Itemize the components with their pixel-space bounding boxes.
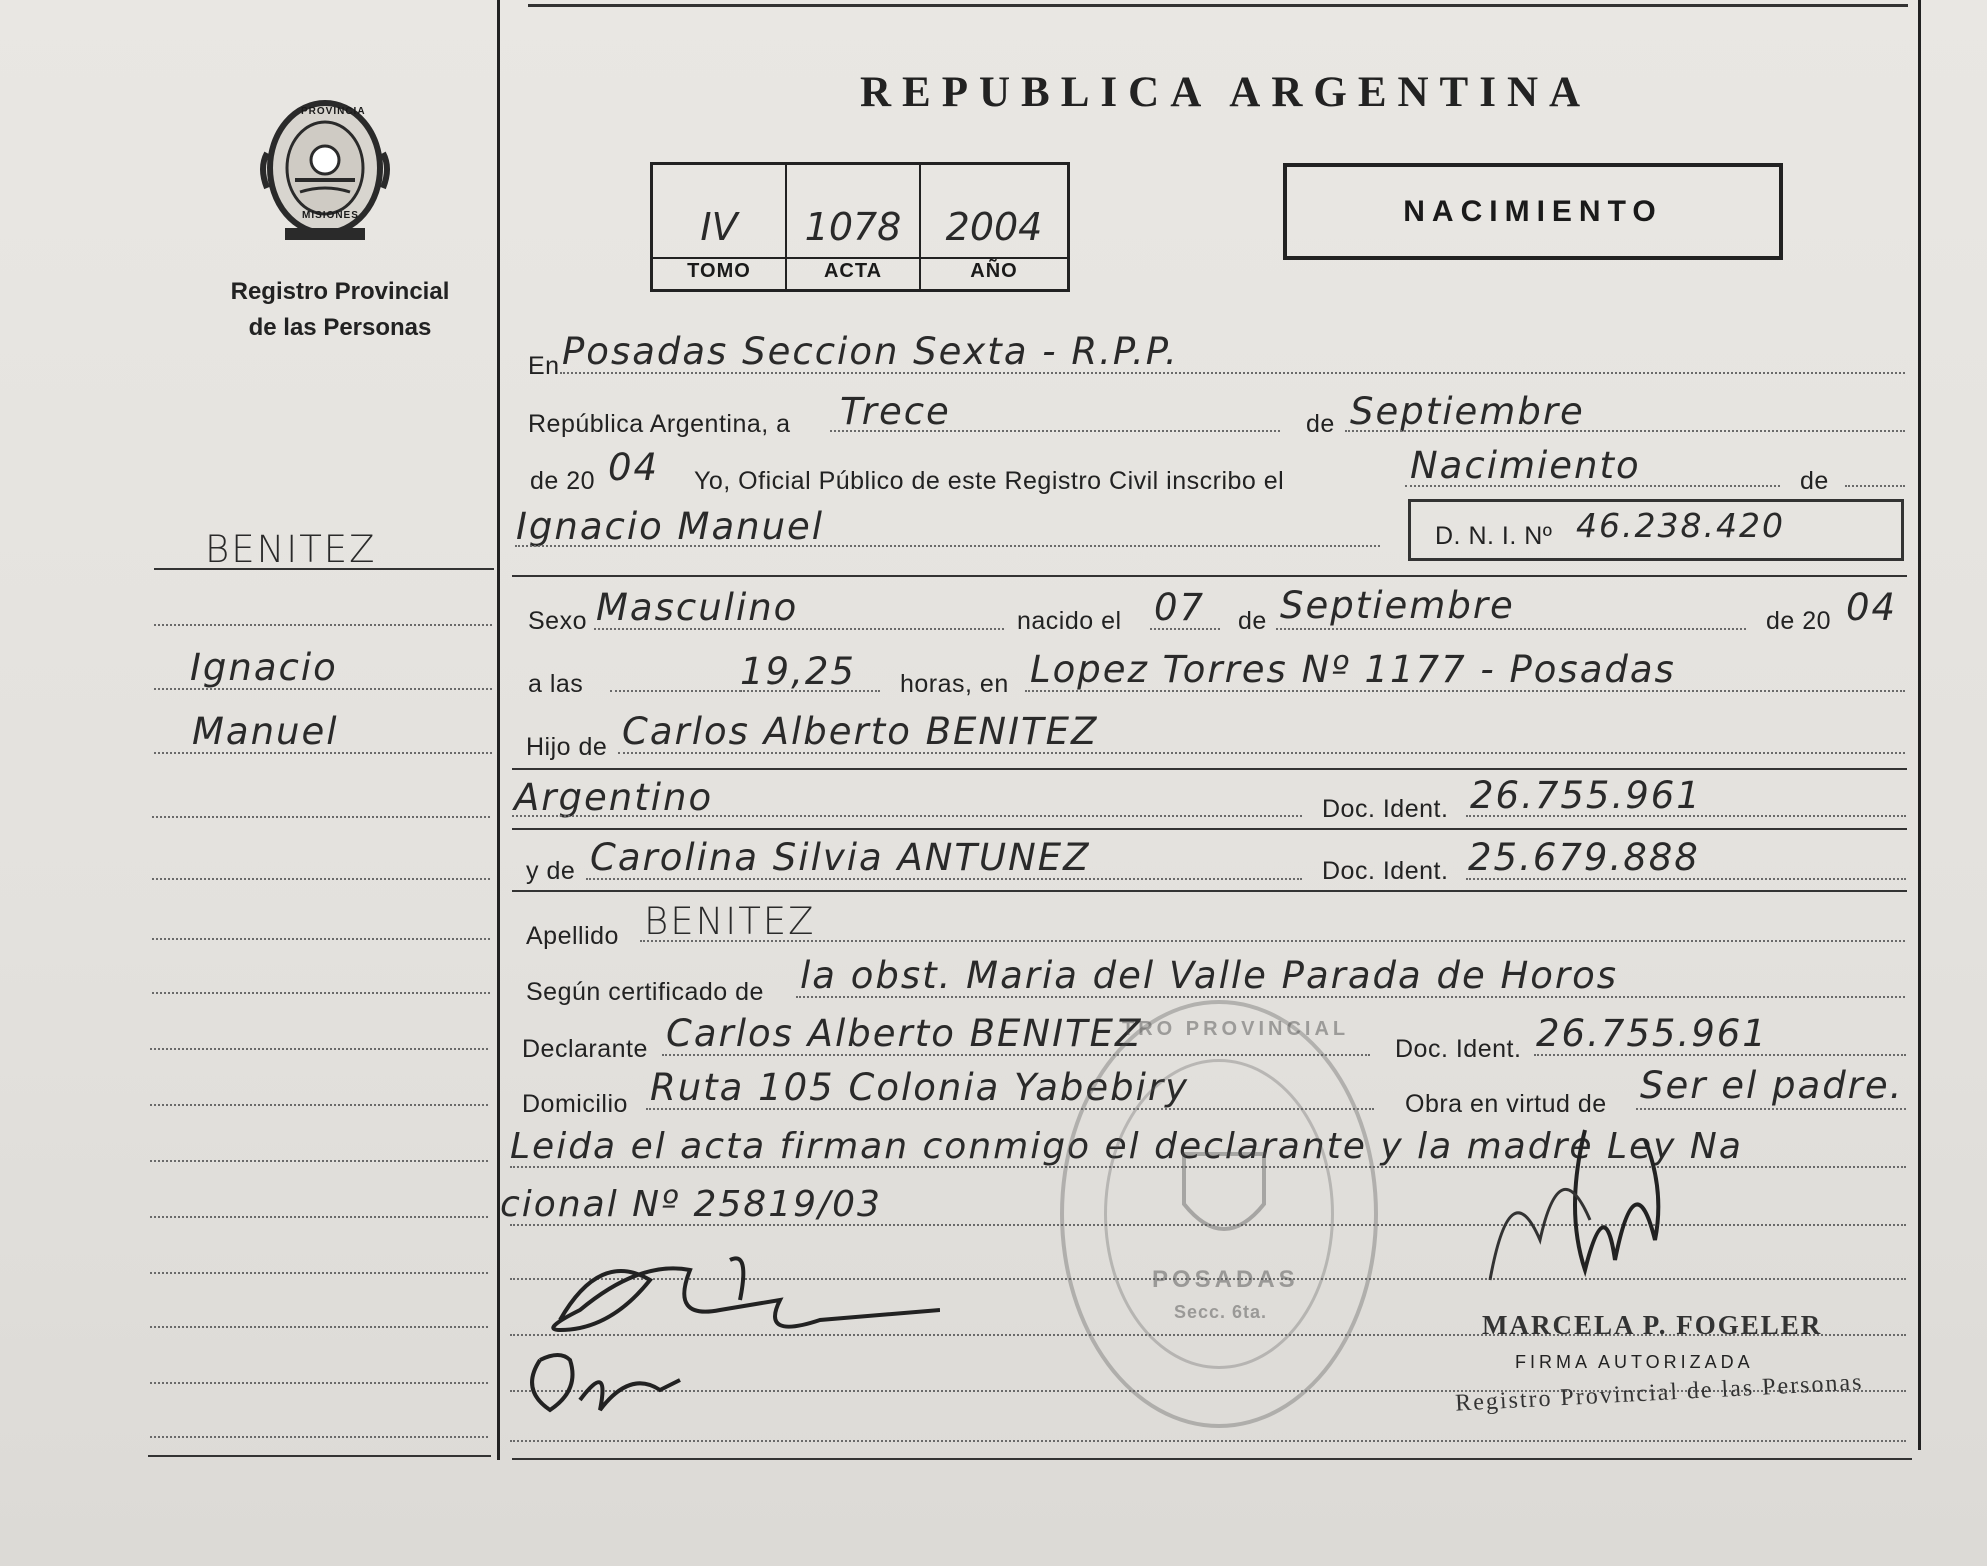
- en-label: En: [528, 352, 560, 380]
- note-line-2: cional Nº 25819/03: [500, 1184, 882, 1225]
- note-line-1: Leida el acta firman conmigo el declarante y la madre Ley Na: [510, 1126, 1743, 1167]
- margin-line-15: [150, 1382, 488, 1384]
- hijo-label: Hijo de: [526, 733, 608, 761]
- bottom-border-right: [512, 1458, 1912, 1460]
- day-line: [830, 430, 1280, 432]
- segun-line: [796, 996, 1905, 998]
- margin-line-1: [154, 568, 494, 570]
- sexo-line: [594, 628, 1004, 630]
- margin-given-1: Ignacio: [190, 646, 338, 689]
- declarant-signature-icon: [520, 1240, 940, 1440]
- margin-line-9: [150, 1048, 488, 1050]
- hour-line: [740, 690, 880, 692]
- margin-line-13: [150, 1272, 488, 1274]
- de-label: de: [1306, 410, 1335, 438]
- margin-given-2: Manuel: [192, 710, 339, 753]
- dni-box: [1408, 499, 1904, 561]
- event-value: Nacimiento: [1410, 444, 1641, 487]
- seal-top-text: PROVINCIA: [301, 106, 366, 117]
- officer-signature-icon: [1480, 1130, 1680, 1290]
- en-line: [560, 372, 1905, 374]
- officer-org: Registro Provincial de las Personas: [1454, 1369, 1864, 1417]
- birth-year: 04: [1846, 586, 1898, 629]
- sexo-value: Masculino: [596, 586, 799, 629]
- margin-line-16: [150, 1436, 488, 1438]
- birth-month: Septiembre: [1280, 584, 1515, 627]
- divider-4: [512, 890, 1907, 892]
- mother-line: [586, 878, 1302, 880]
- day-value: Trece: [840, 390, 951, 433]
- stamp-section: Secc. 6ta.: [1174, 1302, 1268, 1322]
- margin-line-6: [152, 878, 490, 880]
- horas-label: horas, en: [900, 670, 1009, 698]
- provincial-seal: [255, 88, 395, 248]
- birth-day-line: [1150, 628, 1220, 630]
- de20-label: de 20: [530, 467, 596, 495]
- place-value: Lopez Torres Nº 1177 - Posadas: [1030, 648, 1676, 691]
- dni-value: 46.238.420: [1576, 506, 1785, 545]
- margin-line-14: [150, 1326, 488, 1328]
- year-value: 04: [608, 446, 660, 489]
- tomo-cell: [653, 165, 787, 289]
- declarante-label: Declarante: [522, 1035, 648, 1063]
- stamp-shield-icon: [1174, 1144, 1274, 1254]
- doc-label-2: Doc. Ident.: [1322, 857, 1449, 885]
- apellido-line: [640, 940, 1905, 942]
- domicilio-label: Domicilio: [522, 1090, 628, 1118]
- mother-value: Carolina Silvia ANTUNEZ: [590, 836, 1091, 879]
- de-line-2: [1845, 485, 1905, 487]
- declarante-doc-line: [1534, 1054, 1906, 1056]
- name-line: [515, 545, 1380, 547]
- de-label-2: de: [1800, 467, 1829, 495]
- seal-bottom-text: MISIONES: [302, 210, 359, 221]
- segun-label: Según certificado de: [526, 978, 764, 1006]
- margin-line-11: [150, 1160, 488, 1162]
- father-line: [618, 752, 1905, 754]
- margin-line-10: [150, 1104, 488, 1106]
- box-divider: [653, 257, 1067, 259]
- stamp-city: POSADAS: [1152, 1266, 1299, 1293]
- document-title: REPUBLICA ARGENTINA: [860, 69, 1592, 116]
- name-value: Ignacio Manuel: [516, 505, 825, 548]
- registry-name: Registro Provincial: [230, 278, 450, 305]
- domicilio-value: Ruta 105 Colonia Yabebiry: [650, 1066, 1190, 1109]
- nacido-label: nacido el: [1017, 607, 1122, 635]
- right-border: [1918, 0, 1921, 1450]
- record-number-box: [650, 162, 1070, 292]
- top-border: [528, 4, 1908, 7]
- doc-label-3: Doc. Ident.: [1395, 1035, 1522, 1063]
- margin-surname: BENITEZ: [205, 528, 377, 571]
- registry-name-2: de las Personas: [248, 314, 432, 341]
- divider-3: [512, 828, 1907, 830]
- registry-label: [180, 274, 500, 346]
- month-line: [1345, 430, 1905, 432]
- tomo-value: IV: [700, 205, 738, 249]
- de20-label-2: de 20: [1766, 607, 1832, 635]
- declarante-value: Carlos Alberto BENITEZ: [666, 1012, 1143, 1055]
- sexo-label: Sexo: [528, 607, 587, 635]
- father-nationality: Argentino: [514, 776, 714, 819]
- margin-line-5: [152, 816, 490, 818]
- margin-line-8: [152, 992, 490, 994]
- republica-label: República Argentina, a: [528, 410, 791, 438]
- left-column-border: [497, 0, 500, 1460]
- officer-role: FIRMA AUTORIZADA: [1515, 1352, 1754, 1372]
- tomo-label: TOMO: [687, 260, 751, 282]
- blank-line-4: [510, 1440, 1906, 1442]
- ano-value: 2004: [945, 205, 1043, 249]
- mother-doc-line: [1466, 878, 1906, 880]
- officer-name: MARCELA P. FOGELER: [1482, 1310, 1823, 1340]
- official-stamp: [1060, 1000, 1378, 1428]
- ano-label: AÑO: [970, 260, 1018, 282]
- margin-line-2: [154, 624, 492, 626]
- hour-value: 19,25: [740, 650, 856, 693]
- yo-label: Yo, Oficial Público de este Registro Civil inscribo el: [694, 467, 1285, 495]
- place-line: [1025, 690, 1905, 692]
- record-type-box: NACIMIENTO: [1283, 163, 1783, 260]
- acta-label: ACTA: [823, 260, 883, 282]
- acta-value: 1078: [804, 205, 902, 249]
- hour-line-pre: [610, 690, 745, 692]
- mother-doc: 25.679.888: [1468, 836, 1700, 879]
- apellido-label: Apellido: [526, 922, 619, 950]
- bottom-border-left: [148, 1455, 491, 1457]
- margin-line-7: [152, 938, 490, 940]
- en-value: Posadas Seccion Sexta - R.P.P.: [562, 330, 1179, 373]
- father-doc-line: [1466, 815, 1906, 817]
- event-line: [1405, 485, 1780, 487]
- stamp-top-text: TRO PROVINCIAL: [1122, 1018, 1350, 1040]
- divider-2: [512, 768, 1907, 770]
- declarante-doc: 26.755.961: [1536, 1012, 1768, 1055]
- dni-label: D. N. I. Nº: [1435, 522, 1553, 550]
- birth-month-line: [1276, 628, 1746, 630]
- month-value: Septiembre: [1350, 390, 1585, 433]
- margin-line-3: [154, 688, 492, 690]
- obra-value: Ser el padre.: [1640, 1064, 1904, 1107]
- acta-cell: [787, 165, 921, 289]
- segun-value: la obst. Maria del Valle Parada de Horos: [800, 954, 1619, 997]
- father-value: Carlos Alberto BENITEZ: [622, 710, 1099, 753]
- birth-day: 07: [1154, 586, 1206, 629]
- de-label-3: de: [1238, 607, 1267, 635]
- alas-label: a las: [528, 670, 584, 698]
- obra-label: Obra en virtud de: [1405, 1090, 1607, 1118]
- yde-label: y de: [526, 857, 576, 885]
- divider-1: [512, 575, 1907, 577]
- father-nat-line: [512, 815, 1302, 817]
- ano-cell: [921, 165, 1067, 289]
- apellido-value: BENITEZ: [644, 900, 816, 943]
- margin-line-12: [150, 1216, 488, 1218]
- margin-line-4: [154, 752, 492, 754]
- father-doc: 26.755.961: [1470, 774, 1702, 817]
- doc-label: Doc. Ident.: [1322, 795, 1449, 823]
- obra-line: [1636, 1108, 1906, 1110]
